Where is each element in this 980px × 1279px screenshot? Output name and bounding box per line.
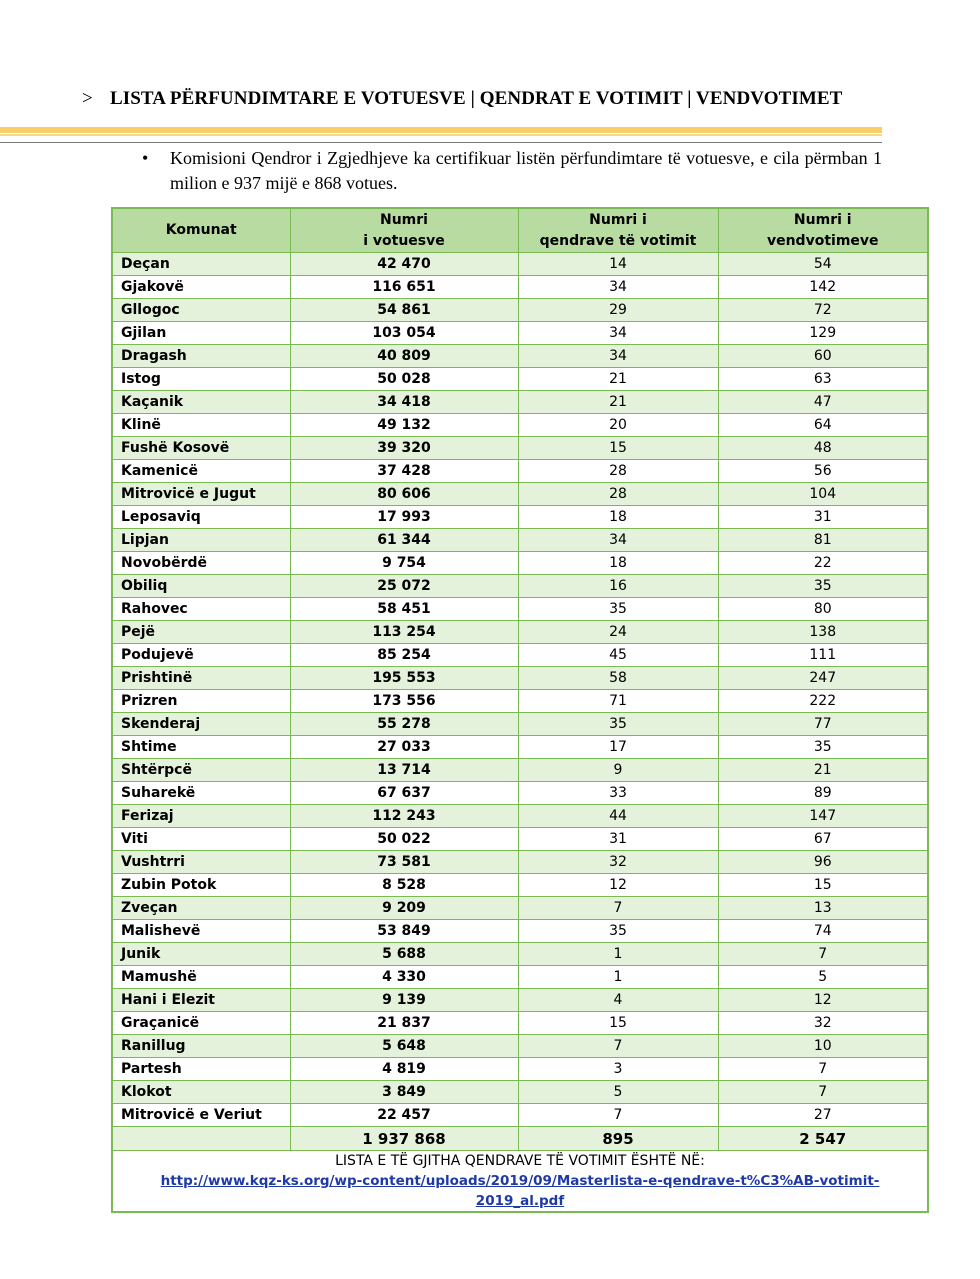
- cell-centers: 35: [518, 598, 718, 621]
- cell-municipality: Prishtinë: [112, 667, 290, 690]
- voters-table: [111, 207, 929, 1213]
- cell-stations: 31: [718, 506, 928, 529]
- heading-rule-grey: [0, 142, 882, 143]
- cell-municipality: Gjakovë: [112, 276, 290, 299]
- cell-centers: 7: [518, 1104, 718, 1127]
- table-row: [112, 1012, 928, 1035]
- cell-stations: 10: [718, 1035, 928, 1058]
- cell-stations: 72: [718, 299, 928, 322]
- cell-centers: 5: [518, 1081, 718, 1104]
- footer-cell: [112, 1151, 928, 1213]
- table-row: [112, 253, 928, 276]
- cell-voters: 4 330: [290, 966, 518, 989]
- cell-voters: 50 022: [290, 828, 518, 851]
- cell-voters: 27 033: [290, 736, 518, 759]
- table-row: [112, 1081, 928, 1104]
- cell-voters: 22 457: [290, 1104, 518, 1127]
- cell-municipality: Klokot: [112, 1081, 290, 1104]
- cell-voters: 3 849: [290, 1081, 518, 1104]
- table-row: [112, 529, 928, 552]
- cell-stations: 35: [718, 736, 928, 759]
- cell-voters: 4 819: [290, 1058, 518, 1081]
- table-header: [112, 208, 928, 253]
- cell-centers: 16: [518, 575, 718, 598]
- cell-centers: 33: [518, 782, 718, 805]
- cell-voters: 42 470: [290, 253, 518, 276]
- cell-stations: 64: [718, 414, 928, 437]
- table-row: [112, 506, 928, 529]
- cell-voters: 73 581: [290, 851, 518, 874]
- cell-municipality: Klinë: [112, 414, 290, 437]
- heading-marker: >: [82, 88, 93, 109]
- cell-voters: 113 254: [290, 621, 518, 644]
- cell-municipality: Shtërpcë: [112, 759, 290, 782]
- cell-voters: 37 428: [290, 460, 518, 483]
- table-row: [112, 989, 928, 1012]
- cell-stations: 67: [718, 828, 928, 851]
- cell-centers: 34: [518, 322, 718, 345]
- cell-municipality: Podujevë: [112, 644, 290, 667]
- total-voters: 1 937 868: [290, 1127, 518, 1151]
- cell-centers: 21: [518, 368, 718, 391]
- cell-stations: 129: [718, 322, 928, 345]
- heading-rule-gold: [0, 127, 882, 133]
- cell-centers: 1: [518, 966, 718, 989]
- cell-municipality: Mitrovicë e Veriut: [112, 1104, 290, 1127]
- cell-municipality: Ferizaj: [112, 805, 290, 828]
- cell-municipality: Kamenicë: [112, 460, 290, 483]
- cell-stations: 96: [718, 851, 928, 874]
- cell-centers: 24: [518, 621, 718, 644]
- cell-stations: 7: [718, 1058, 928, 1081]
- cell-voters: 8 528: [290, 874, 518, 897]
- table-row: [112, 644, 928, 667]
- cell-stations: 89: [718, 782, 928, 805]
- cell-voters: 195 553: [290, 667, 518, 690]
- cell-municipality: Zubin Potok: [112, 874, 290, 897]
- cell-stations: 111: [718, 644, 928, 667]
- header-komunat: Komunat: [112, 208, 290, 253]
- cell-stations: 63: [718, 368, 928, 391]
- heading-rule-gold-thin: [0, 134, 882, 136]
- cell-stations: 47: [718, 391, 928, 414]
- cell-centers: 7: [518, 1035, 718, 1058]
- heading-title: LISTA PËRFUNDIMTARE E VOTUESVE | QENDRAT E VOTIMIT | VENDVOTIMET: [110, 88, 843, 109]
- cell-municipality: Mitrovicë e Jugut: [112, 483, 290, 506]
- cell-stations: 80: [718, 598, 928, 621]
- cell-municipality: Pejë: [112, 621, 290, 644]
- cell-voters: 5 688: [290, 943, 518, 966]
- cell-municipality: Novobërdë: [112, 552, 290, 575]
- cell-centers: 14: [518, 253, 718, 276]
- table-row: [112, 897, 928, 920]
- bullet-paragraph: [142, 146, 882, 196]
- cell-voters: 173 556: [290, 690, 518, 713]
- cell-municipality: Graçanicë: [112, 1012, 290, 1035]
- cell-stations: 247: [718, 667, 928, 690]
- cell-municipality: Lipjan: [112, 529, 290, 552]
- cell-centers: 34: [518, 276, 718, 299]
- cell-stations: 12: [718, 989, 928, 1012]
- cell-municipality: Junik: [112, 943, 290, 966]
- cell-municipality: Ranillug: [112, 1035, 290, 1058]
- cell-voters: 85 254: [290, 644, 518, 667]
- table-row: [112, 276, 928, 299]
- cell-municipality: Leposaviq: [112, 506, 290, 529]
- table-row: [112, 759, 928, 782]
- cell-centers: 7: [518, 897, 718, 920]
- table-row: [112, 414, 928, 437]
- cell-centers: 3: [518, 1058, 718, 1081]
- cell-centers: 29: [518, 299, 718, 322]
- table-row: [112, 713, 928, 736]
- cell-municipality: Skenderaj: [112, 713, 290, 736]
- cell-centers: 18: [518, 506, 718, 529]
- table-row: [112, 345, 928, 368]
- cell-voters: 9 139: [290, 989, 518, 1012]
- table-row: [112, 966, 928, 989]
- cell-stations: 104: [718, 483, 928, 506]
- cell-centers: 34: [518, 529, 718, 552]
- cell-voters: 112 243: [290, 805, 518, 828]
- table-row: [112, 828, 928, 851]
- cell-municipality: Fushë Kosovë: [112, 437, 290, 460]
- cell-stations: 222: [718, 690, 928, 713]
- cell-municipality: Zveçan: [112, 897, 290, 920]
- cell-voters: 49 132: [290, 414, 518, 437]
- table-row: [112, 552, 928, 575]
- table-row: [112, 805, 928, 828]
- cell-stations: 5: [718, 966, 928, 989]
- cell-centers: 21: [518, 391, 718, 414]
- total-stations: 2 547: [718, 1127, 928, 1151]
- cell-voters: 58 451: [290, 598, 518, 621]
- cell-voters: 67 637: [290, 782, 518, 805]
- cell-municipality: Rahovec: [112, 598, 290, 621]
- table-row: [112, 598, 928, 621]
- cell-stations: 32: [718, 1012, 928, 1035]
- cell-municipality: Malishevë: [112, 920, 290, 943]
- cell-stations: 27: [718, 1104, 928, 1127]
- cell-centers: 58: [518, 667, 718, 690]
- total-label: [112, 1127, 290, 1151]
- cell-voters: 40 809: [290, 345, 518, 368]
- cell-voters: 50 028: [290, 368, 518, 391]
- cell-voters: 17 993: [290, 506, 518, 529]
- cell-centers: 20: [518, 414, 718, 437]
- cell-stations: 7: [718, 1081, 928, 1104]
- cell-voters: 80 606: [290, 483, 518, 506]
- cell-centers: 35: [518, 713, 718, 736]
- cell-voters: 103 054: [290, 322, 518, 345]
- table-row: [112, 483, 928, 506]
- cell-municipality: Prizren: [112, 690, 290, 713]
- table-row: [112, 920, 928, 943]
- cell-municipality: Gllogoc: [112, 299, 290, 322]
- cell-stations: 15: [718, 874, 928, 897]
- cell-municipality: Vushtrri: [112, 851, 290, 874]
- table-row: [112, 460, 928, 483]
- cell-voters: 13 714: [290, 759, 518, 782]
- cell-voters: 5 648: [290, 1035, 518, 1058]
- table-row: [112, 943, 928, 966]
- cell-voters: 9 209: [290, 897, 518, 920]
- cell-municipality: Kaçanik: [112, 391, 290, 414]
- cell-stations: 56: [718, 460, 928, 483]
- cell-stations: 54: [718, 253, 928, 276]
- section-heading: [82, 88, 942, 110]
- cell-voters: 25 072: [290, 575, 518, 598]
- cell-centers: 18: [518, 552, 718, 575]
- cell-municipality: Mamushë: [112, 966, 290, 989]
- header-voters: Numri i votuesve: [290, 208, 518, 253]
- table-row: [112, 322, 928, 345]
- cell-municipality: Suharekë: [112, 782, 290, 805]
- cell-voters: 55 278: [290, 713, 518, 736]
- table-row: [112, 1035, 928, 1058]
- cell-voters: 61 344: [290, 529, 518, 552]
- cell-municipality: Gjilan: [112, 322, 290, 345]
- cell-centers: 35: [518, 920, 718, 943]
- table-row: [112, 874, 928, 897]
- cell-centers: 32: [518, 851, 718, 874]
- cell-stations: 7: [718, 943, 928, 966]
- cell-voters: 116 651: [290, 276, 518, 299]
- table-row: [112, 391, 928, 414]
- footer-text: LISTA E TË GJITHA QENDRAVE TË VOTIMIT ËSHTË NË:: [335, 1153, 705, 1169]
- cell-centers: 45: [518, 644, 718, 667]
- cell-centers: 34: [518, 345, 718, 368]
- header-stations: Numri i vendvotimeve: [718, 208, 928, 253]
- cell-voters: 21 837: [290, 1012, 518, 1035]
- total-centers: 895: [518, 1127, 718, 1151]
- cell-centers: 28: [518, 460, 718, 483]
- table-row: [112, 575, 928, 598]
- table-row: [112, 667, 928, 690]
- cell-municipality: Viti: [112, 828, 290, 851]
- cell-centers: 12: [518, 874, 718, 897]
- cell-centers: 17: [518, 736, 718, 759]
- cell-stations: 13: [718, 897, 928, 920]
- cell-municipality: Deçan: [112, 253, 290, 276]
- cell-stations: 60: [718, 345, 928, 368]
- cell-centers: 71: [518, 690, 718, 713]
- table-body: [112, 253, 928, 1127]
- table-row: [112, 368, 928, 391]
- totals-row: [112, 1127, 928, 1151]
- table-row: [112, 621, 928, 644]
- cell-municipality: Obiliq: [112, 575, 290, 598]
- footer-row: [112, 1151, 928, 1213]
- cell-stations: 142: [718, 276, 928, 299]
- table-row: [112, 736, 928, 759]
- cell-municipality: Istog: [112, 368, 290, 391]
- table-row: [112, 1104, 928, 1127]
- cell-centers: 31: [518, 828, 718, 851]
- table-row: [112, 1058, 928, 1081]
- cell-stations: 147: [718, 805, 928, 828]
- masterlist-link[interactable]: http://www.kqz-ks.org/wp-content/uploads/2019/09/Masterlista-e-qendrave-t%C3%AB-votimit-2019_al.pdf: [160, 1173, 880, 1209]
- cell-centers: 28: [518, 483, 718, 506]
- cell-centers: 44: [518, 805, 718, 828]
- bullet-text: Komisioni Qendror i Zgjedhjeve ka certifikuar listën përfundimtare të votuesve, e cila përmban 1 milion e 937 mijë e 868 votues.: [170, 148, 882, 193]
- cell-stations: 35: [718, 575, 928, 598]
- cell-stations: 81: [718, 529, 928, 552]
- cell-stations: 22: [718, 552, 928, 575]
- table-row: [112, 851, 928, 874]
- cell-voters: 53 849: [290, 920, 518, 943]
- cell-stations: 77: [718, 713, 928, 736]
- cell-voters: 39 320: [290, 437, 518, 460]
- cell-voters: 34 418: [290, 391, 518, 414]
- cell-stations: 48: [718, 437, 928, 460]
- cell-centers: 15: [518, 437, 718, 460]
- table-row: [112, 299, 928, 322]
- cell-stations: 21: [718, 759, 928, 782]
- cell-stations: 138: [718, 621, 928, 644]
- header-centers: Numri i qendrave të votimit: [518, 208, 718, 253]
- table-row: [112, 437, 928, 460]
- cell-municipality: Hani i Elezit: [112, 989, 290, 1012]
- cell-centers: 1: [518, 943, 718, 966]
- cell-centers: 9: [518, 759, 718, 782]
- cell-voters: 54 861: [290, 299, 518, 322]
- table-row: [112, 690, 928, 713]
- cell-centers: 4: [518, 989, 718, 1012]
- cell-centers: 15: [518, 1012, 718, 1035]
- cell-voters: 9 754: [290, 552, 518, 575]
- cell-municipality: Shtime: [112, 736, 290, 759]
- table-row: [112, 782, 928, 805]
- cell-municipality: Partesh: [112, 1058, 290, 1081]
- cell-stations: 74: [718, 920, 928, 943]
- bullet-marker: •: [142, 148, 149, 168]
- cell-municipality: Dragash: [112, 345, 290, 368]
